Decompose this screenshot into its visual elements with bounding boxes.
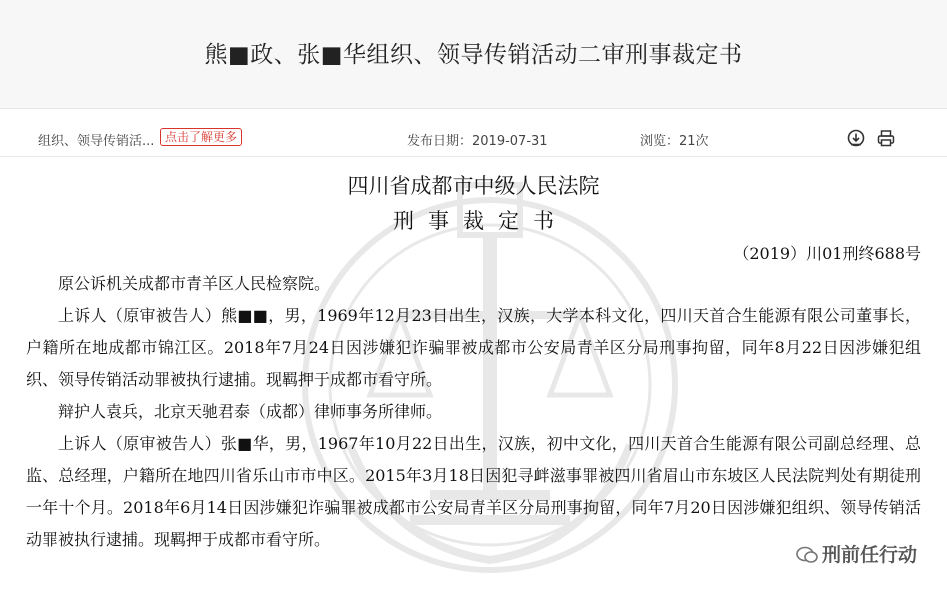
court-name: 四川省成都市中级人民法院	[347, 174, 600, 198]
wechat-icon	[796, 546, 818, 564]
paragraph: 原公诉机关成都市青羊区人民检察院。	[58, 274, 331, 293]
paragraph: 上诉人（原审被告人）熊■■，男，1969年12月23日出生，汉族，大学本科文化，四川天首合生能源有限公司董事长，户籍所在地成都市锦江区。2018年7月24日因涉嫌犯诈骗罪被成都市公安局青羊区分局刑事拘留，同年8月22日因涉嫌犯组织、领导传销活动罪被执行逮捕。现羁押于成都市看守所。	[26, 306, 921, 389]
breadcrumb[interactable]: 组织、领导传销活...	[38, 134, 155, 149]
page-title: 熊■政、张■华组织、领导传销活动二审刑事裁定书	[204, 42, 743, 68]
paragraph: 上诉人（原审被告人）张■华，男，1967年10月22日出生，汉族，初中文化，四川天首合生能源有限公司副总经理、总监、总经理，户籍所在地四川省乐山市市中区。2015年3月18日因犯寻衅滋事罪被四川省眉山市东坡区人民法院判处有期徒刑一年十个月。2018年6月14日因涉嫌犯诈骗罪被成都市公安局青羊区分局刑事拘留，同年7月20日因涉嫌犯组织、领导传销活动罪被执行逮捕。现羁押于成都市看守所。	[26, 434, 921, 549]
view-count: 浏览：21次	[640, 134, 709, 149]
meta-bar	[0, 120, 947, 157]
more-info-link[interactable]: 点击了解更多	[160, 128, 242, 146]
publish-date: 发布日期：2019-07-31	[407, 134, 548, 149]
page-header	[0, 0, 947, 109]
case-number: （2019）川01刑终688号	[733, 244, 921, 263]
download-icon[interactable]	[846, 128, 866, 148]
watermark-text: 刑前任行动	[821, 544, 917, 566]
wechat-watermark	[796, 540, 917, 567]
document-body	[26, 268, 921, 556]
document-type: 刑事裁定书	[393, 209, 568, 233]
paragraph: 辩护人袁兵，北京天驰君泰（成都）律师事务所律师。	[58, 402, 443, 421]
print-icon[interactable]	[876, 128, 896, 148]
